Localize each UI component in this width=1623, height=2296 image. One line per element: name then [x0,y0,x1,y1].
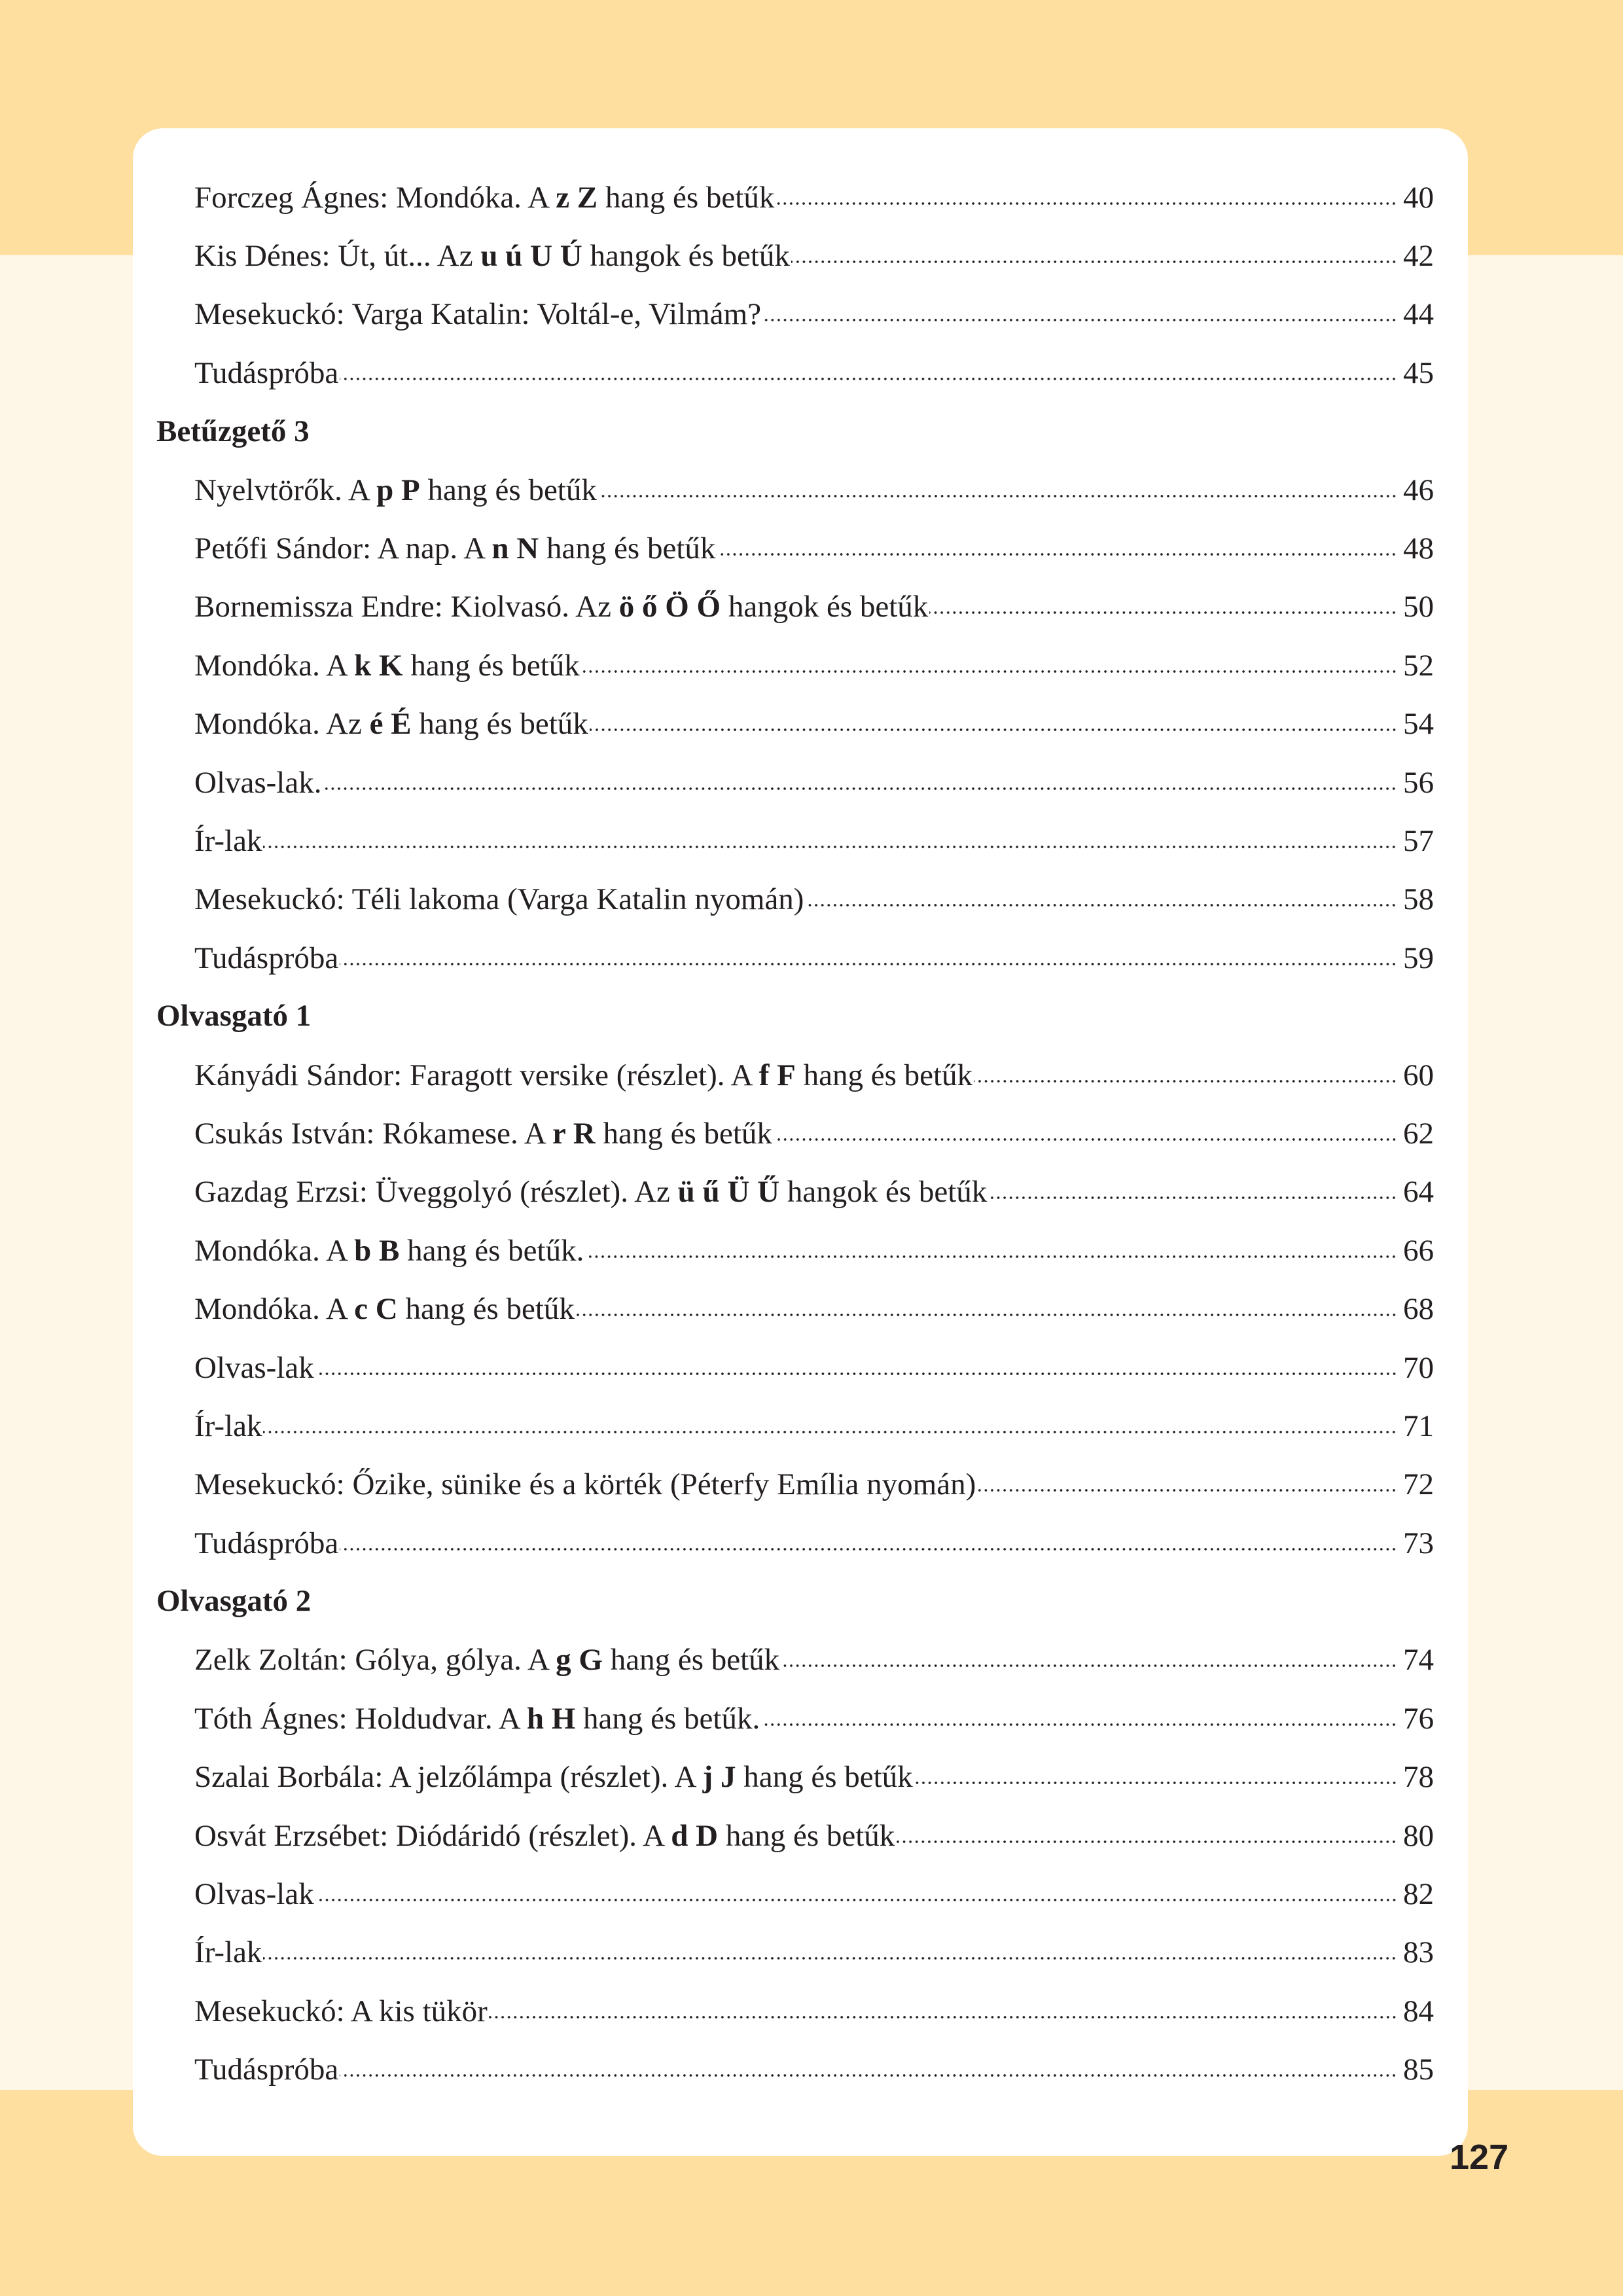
dot-leader [717,549,1397,560]
entry-page-number: 44 [1403,297,1434,332]
entry-text: Mesekuckó: Téli lakoma (Varga Katalin nyomán) [194,882,804,917]
entry-letters: j J [702,1760,736,1795]
entry-page-number: 76 [1403,1701,1434,1736]
entry-text: hang és betűk [795,1058,973,1092]
entry-text: Olvas-lak [194,1350,314,1385]
entry-letters: u ú U Ú [480,239,582,274]
entry-title [194,296,761,332]
entry-text: hang és betűk [411,707,588,742]
entry-title [194,2052,338,2087]
entry-letters: r R [552,1116,596,1151]
entry-text: Ír-lak [194,1408,262,1443]
entry-title [194,1408,262,1444]
entry-text: hang és betűk [397,1292,575,1327]
toc-entry[interactable] [133,636,1468,694]
entry-text: Mondóka. A [194,648,355,683]
dot-leader [340,959,1397,969]
entry-text: Kányádi Sándor: Faragott versike (részlet). A [194,1058,759,1092]
entry-title [194,473,597,508]
table-of-contents [133,168,1468,2099]
toc-entry[interactable] [133,578,1468,636]
entry-title [194,1116,772,1151]
dot-leader [598,491,1397,501]
entry-text: hangok és betűk [721,590,929,624]
entry-title [194,1876,314,1912]
entry-text: Nyelvtörők. A [194,473,377,507]
entry-text: Kis Dénes: Út, út... Az [194,239,481,274]
dot-leader [315,1369,1397,1379]
toc-entry[interactable] [133,1338,1468,1397]
entry-title [194,238,790,274]
entry-page-number: 82 [1403,1877,1434,1912]
page-number: 127 [1450,2138,1509,2177]
entry-text: hang és betűk [402,648,580,683]
entry-page-number: 56 [1403,765,1434,800]
entry-page-number: 72 [1403,1467,1434,1502]
entry-title [194,1818,895,1854]
entry-title [194,1759,913,1795]
dot-leader [774,1134,1397,1145]
entry-title [194,589,928,624]
entry-page-number: 66 [1403,1233,1434,1268]
dot-leader [263,1427,1397,1437]
entry-title [194,941,338,976]
toc-entry[interactable] [133,1924,1468,1982]
section-heading: Olvasgató 1 [156,999,312,1033]
dot-leader [974,1076,1397,1086]
toc-entry[interactable] [133,870,1468,929]
entry-text: hang és betűk [718,1818,895,1853]
entry-page-number: 78 [1403,1760,1434,1795]
entry-text: hang és betűk [539,531,716,566]
entry-text: Forczeg Ágnes: Mondóka. A [194,180,556,215]
entry-title [194,180,774,215]
entry-letters: z Z [556,180,598,215]
toc-entry[interactable] [133,1104,1468,1162]
entry-text: Csukás István: Rókamese. A [194,1116,552,1151]
entry-text: Tudáspróba [194,355,339,390]
section-heading: Betűzgető 3 [156,414,310,448]
entry-page-number: 40 [1403,180,1434,215]
entry-text: Osvát Erzsébet: Diódáridó (részlet). A [194,1818,671,1853]
toc-entry[interactable] [133,1280,1468,1338]
entry-text: Tudáspróba [194,1526,339,1560]
entry-text: Petőfi Sándor: A nap. A [194,531,492,566]
toc-entry[interactable] [133,1865,1468,1923]
entry-text: Zelk Zoltán: Gólya, gólya. A [194,1643,556,1677]
entry-title [194,531,715,566]
entry-page-number: 50 [1403,590,1434,624]
entry-letters: c C [354,1292,398,1327]
entry-page-number: 58 [1403,882,1434,917]
dot-leader [929,607,1397,618]
dot-leader [776,198,1397,209]
entry-title [194,1233,584,1268]
entry-title [194,1058,972,1093]
entry-text: hangok és betűk [779,1175,988,1210]
entry-page-number: 64 [1403,1175,1434,1210]
entry-title [194,1994,488,2029]
entry-page-number: 73 [1403,1526,1434,1560]
entry-text: Tudáspróba [194,941,339,975]
toc-entry[interactable] [133,1397,1468,1455]
entry-letters: p P [376,473,420,507]
toc-entry[interactable] [133,753,1468,812]
entry-text: Mondóka. Az [194,707,370,742]
entry-page-number: 68 [1403,1292,1434,1327]
entry-page-number: 57 [1403,823,1434,858]
entry-page-number: 45 [1403,355,1434,390]
entry-letters: d D [671,1818,719,1853]
entry-text: Ír-lak [194,823,262,858]
entry-page-number: 71 [1403,1408,1434,1443]
dot-leader [896,1837,1397,1847]
dot-leader [263,1953,1397,1964]
entry-text: Mondóka. A [194,1292,355,1327]
entry-letters: ö ő Ö Ő [618,590,721,624]
dot-leader [576,1310,1397,1320]
entry-letters: h H [526,1701,576,1736]
entry-page-number: 42 [1403,239,1434,274]
entry-page-number: 46 [1403,473,1434,507]
entry-page-number: 80 [1403,1818,1434,1853]
entry-text: Gazdag Erzsi: Üveggolyó (részlet). Az [194,1175,678,1210]
dot-leader [340,374,1397,384]
entry-page-number: 85 [1403,2053,1434,2087]
toc-entry[interactable] [133,929,1468,987]
toc-entry[interactable] [133,519,1468,577]
toc-entry[interactable] [133,2041,1468,2099]
entry-letters: g G [556,1643,603,1677]
entry-title [194,1350,314,1386]
section-heading: Olvasgató 2 [156,1584,312,1619]
entry-page-number: 70 [1403,1350,1434,1385]
entry-text: hang és betűk [602,1643,780,1677]
entry-page-number: 54 [1403,707,1434,742]
dot-leader [914,1778,1397,1788]
entry-letters: b B [354,1233,400,1268]
entry-title [194,355,338,391]
entry-title [194,1291,575,1327]
entry-text: Mondóka. A [194,1233,355,1268]
entry-text: hang és betűk [595,1116,772,1151]
entry-letters: f F [758,1058,796,1092]
entry-title [194,1935,262,1970]
entry-page-number: 83 [1403,1935,1434,1970]
dot-leader [340,1544,1397,1554]
entry-text: Tudáspróba [194,2053,339,2087]
entry-title [194,1174,987,1210]
dot-leader [263,842,1397,852]
toc-entry[interactable] [133,1514,1468,1572]
entry-title [194,1701,760,1736]
entry-page-number: 74 [1403,1643,1434,1677]
dot-leader [489,2012,1397,2022]
entry-text: Ír-lak [194,1935,262,1970]
entry-text: hang és betűk [419,473,597,507]
entry-title [194,1467,976,1502]
entry-text: hang és betűk [736,1760,913,1795]
entry-text: Olvas-lak. [194,765,322,800]
toc-entry[interactable] [133,1046,1468,1104]
toc-entry[interactable] [133,1221,1468,1280]
entry-page-number: 59 [1403,941,1434,975]
entry-text: Mesekuckó: Őzike, sünike és a körték (Péterfy Emília nyomán) [194,1467,976,1502]
entry-page-number: 52 [1403,648,1434,683]
entry-text: hang és betűk. [399,1233,584,1268]
entry-text: Bornemissza Endre: Kiolvasó. Az [194,590,619,624]
entry-page-number: 48 [1403,531,1434,566]
dot-leader [581,666,1397,677]
entry-letters: n N [491,531,539,566]
entry-title [194,648,580,683]
entry-title [194,1642,779,1677]
entry-page-number: 62 [1403,1116,1434,1151]
entry-title [194,765,321,800]
entry-text: hang és betűk. [575,1701,760,1736]
toc-entry[interactable] [133,1163,1468,1221]
dot-leader [762,315,1397,325]
dot-leader [761,1719,1397,1730]
dot-leader [805,900,1397,910]
entry-text: Olvas-lak [194,1877,314,1912]
toc-entry[interactable] [133,461,1468,519]
toc-entry[interactable] [133,1631,1468,1689]
dot-leader [977,1485,1397,1496]
entry-text: hangok és betűk [582,239,790,274]
dot-leader [340,2070,1397,2081]
toc-entry[interactable] [133,695,1468,753]
dot-leader [315,1895,1397,1905]
dot-leader [988,1193,1397,1203]
toc-entry[interactable] [133,1806,1468,1865]
toc-entry[interactable] [133,1456,1468,1514]
entry-letters: ü ű Ü Ű [677,1175,780,1210]
dot-leader [791,257,1397,267]
entry-text: Szalai Borbála: A jelzőlámpa (részlet). A [194,1760,703,1795]
entry-text: Mesekuckó: A kis tükör [194,1994,488,2028]
toc-entry[interactable] [133,344,1468,402]
entry-title [194,823,262,859]
dot-leader [781,1660,1397,1671]
entry-text: hang és betűk [597,180,775,215]
toc-entry[interactable] [133,1982,1468,2040]
toc-entry[interactable] [133,285,1468,344]
entry-letters: k K [354,648,403,683]
entry-page-number: 84 [1403,1994,1434,2028]
entry-text: Mesekuckó: Varga Katalin: Voltál-e, Vilmám? [194,297,762,332]
dot-leader [323,783,1397,794]
dot-leader [590,725,1397,735]
dot-leader [585,1251,1397,1262]
toc-card [133,128,1468,2156]
toc-entry[interactable] [133,812,1468,870]
entry-page-number: 60 [1403,1058,1434,1092]
entry-title [194,706,588,742]
entry-title [194,882,804,917]
entry-text: Tóth Ágnes: Holdudvar. A [194,1701,527,1736]
entry-title [194,1526,338,1561]
toc-entry[interactable] [133,168,1468,226]
toc-entry[interactable] [133,1748,1468,1806]
entry-letters: é É [369,707,412,742]
toc-entry[interactable] [133,1689,1468,1748]
toc-entry[interactable] [133,226,1468,285]
